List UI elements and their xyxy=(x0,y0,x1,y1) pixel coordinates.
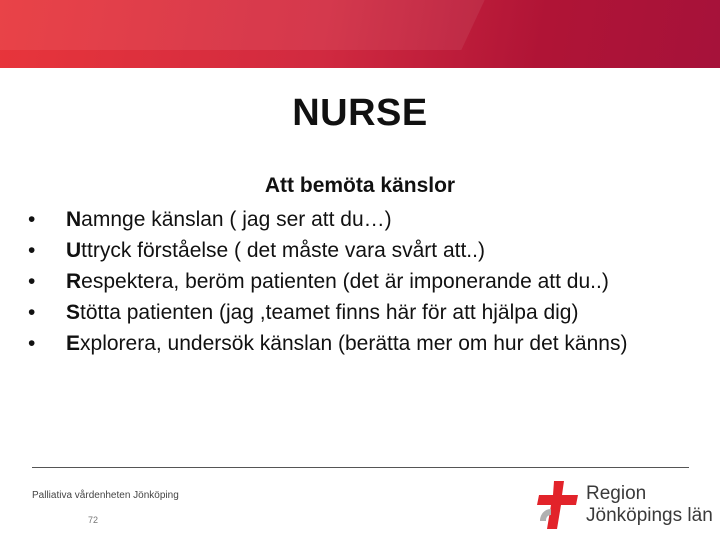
slide-subtitle: Att bemöta känslor xyxy=(264,174,456,197)
banner-sheen xyxy=(0,0,499,50)
bullet-item-namnge xyxy=(28,204,678,235)
bullet-item-explorera xyxy=(28,328,678,359)
logo-line-county: Jönköpings län xyxy=(586,505,713,526)
bullet-dot: • xyxy=(28,301,36,324)
region-cross-icon xyxy=(534,479,582,531)
bullet-initial: S xyxy=(66,301,81,324)
bullet-initial: E xyxy=(66,332,81,355)
bullet-text: amnge känslan ( jag ser att du…) xyxy=(81,208,392,231)
header-banner xyxy=(0,0,720,68)
bullet-text: tötta patienten (jag ,teamet finns här för att hjälpa dig) xyxy=(80,301,579,324)
slide-title: NURSE xyxy=(292,92,428,134)
logo-line-region: Region xyxy=(586,483,647,504)
bullet-dot: • xyxy=(28,332,36,355)
bullet-item-stotta xyxy=(28,297,678,328)
footer-divider xyxy=(32,467,689,468)
bullet-dot: • xyxy=(28,208,36,231)
bullet-dot: • xyxy=(28,239,36,262)
bullet-initial: U xyxy=(66,239,82,262)
region-logo xyxy=(530,477,720,537)
footer-organization: Palliativa vårdenheten Jönköping xyxy=(32,490,179,501)
bullet-list xyxy=(28,204,678,359)
bullet-initial: R xyxy=(66,270,82,293)
bullet-initial: N xyxy=(66,208,82,231)
bullet-dot: • xyxy=(28,270,36,293)
bullet-text: ttryck förståelse ( det måste vara svårt att..) xyxy=(81,239,485,262)
page-number: 72 xyxy=(88,515,99,525)
bullet-text: espektera, beröm patienten (det är imponerande att du..) xyxy=(81,270,609,293)
bullet-text: xplorera, undersök känslan (berätta mer om hur det känns) xyxy=(80,332,628,355)
bullet-item-respektera xyxy=(28,266,678,297)
bullet-item-uttryck xyxy=(28,235,678,266)
